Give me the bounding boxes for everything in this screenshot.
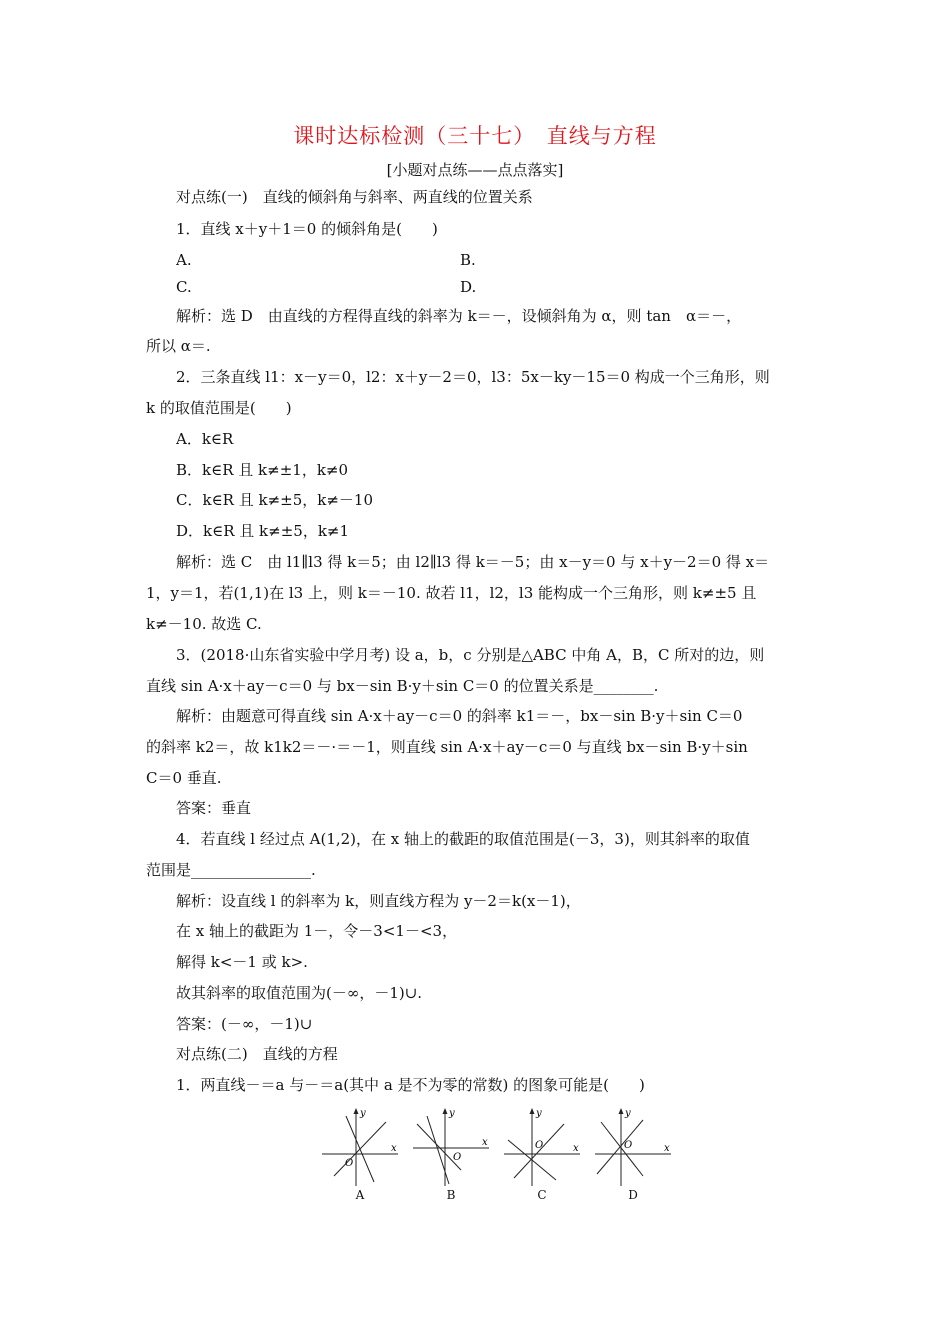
- figure-d-label: D: [628, 1188, 638, 1202]
- q3-solution-line-1: 解析：由题意可得直线 sin A·x＋ay－c＝0 的斜率 k1＝－，bx－sin B·y＋sin C＝0: [176, 707, 743, 725]
- q4-stem-line-2: 范围是________________.: [146, 861, 316, 879]
- q3-stem-line-1: 3．(2018·山东省实验中学月考) 设 a，b，c 分别是△ABC 中角 A，B，C 所对的边，则: [176, 646, 765, 664]
- q1-option-d: D.: [460, 278, 477, 296]
- figure-b-graph: [409, 1104, 493, 1188]
- q2-solution-line-3: k≠－10. 故选 C.: [146, 615, 262, 633]
- figure-b-x-label: x: [482, 1137, 488, 1148]
- figure-a-label: A: [355, 1188, 365, 1202]
- q2-solution-line-2: 1，y＝1，若(1,1)在 l3 上，则 k＝－10. 故若 l1，l2，l3 能构成一个三角形，则 k≠±5 且: [146, 584, 757, 602]
- q3-solution-line-3: C＝0 垂直.: [146, 769, 222, 787]
- figure-d-graph: [591, 1104, 675, 1188]
- q4-solution-line-1: 解析：设直线 l 的斜率为 k，则直线方程为 y－2＝k(x－1)，: [176, 892, 581, 910]
- q4-solution-line-4: 故其斜率的取值范围为(－∞，－1)∪.: [176, 984, 423, 1002]
- q4-solution-line-2: 在 x 轴上的截距为 1－，令－3<1－<3，: [176, 922, 458, 940]
- q1-stem: 1．直线 x＋y＋1＝0 的倾斜角是( ): [176, 220, 438, 238]
- answer-figures: [318, 1104, 668, 1214]
- page-title: 课时达标检测（三十七） 直线与方程: [293, 124, 657, 148]
- q2-stem-line-2: k 的取值范围是( ): [146, 399, 292, 417]
- figure-a-y-label: y: [360, 1108, 366, 1119]
- q1-solution-line-1: 解析：选 D 由直线的方程得直线的斜率为 k＝－，设倾斜角为 α，则 tan α＝－，: [176, 307, 742, 325]
- q1-solution-line-2: 所以 α＝.: [146, 337, 211, 355]
- q4-answer: 答案：(－∞，－1)∪: [176, 1015, 313, 1033]
- figure-c-origin-label: O: [535, 1140, 544, 1151]
- page-subtitle: [小题对点练——点点落实]: [386, 161, 564, 179]
- figure-a-origin-label: O: [345, 1158, 354, 1169]
- q3-stem-line-2: 直线 sin A·x＋ay－c＝0 与 bx－sin B·y＋sin C＝0 的位置关系是________.: [146, 677, 659, 695]
- q3-answer: 答案：垂直: [176, 799, 252, 817]
- q2-solution-line-1: 解析：选 C 由 l1∥l3 得 k＝5；由 l2∥l3 得 k＝－5；由 x－y＝0 与 x＋y－2＝0 得 x＝: [176, 553, 770, 571]
- figure-c-y-label: y: [536, 1108, 542, 1119]
- q2-option-a: A．k∈R: [176, 430, 234, 448]
- q2-stem-line-1: 2．三条直线 l1：x－y＝0，l2：x＋y－2＝0，l3：5x－ky－15＝0 构成一个三角形，则: [176, 368, 770, 386]
- q1-options-row-2: [176, 277, 846, 297]
- figure-c: [500, 1104, 584, 1214]
- figure-a: [318, 1104, 402, 1214]
- section-heading-2: 对点练(二) 直线的方程: [176, 1045, 338, 1063]
- q1-option-b: B.: [460, 251, 476, 269]
- q1-options-row-1: [176, 250, 846, 270]
- q2-option-d: D．k∈R 且 k≠±5，k≠1: [176, 522, 350, 540]
- figure-b-label: B: [446, 1188, 456, 1202]
- q1-option-c: C.: [176, 278, 192, 296]
- q4-solution-line-3: 解得 k<－1 或 k>.: [176, 953, 308, 971]
- figure-c-x-label: x: [573, 1143, 579, 1154]
- figure-b-y-label: y: [449, 1108, 455, 1119]
- figure-d: [591, 1104, 675, 1214]
- figure-d-y-label: y: [625, 1108, 631, 1119]
- figure-a-x-label: x: [391, 1143, 397, 1154]
- figure-a-graph: [318, 1104, 402, 1188]
- figure-b: [409, 1104, 493, 1214]
- figure-d-origin-label: O: [624, 1140, 633, 1151]
- q2-option-c: C．k∈R 且 k≠±5，k≠－10: [176, 491, 374, 509]
- q5-stem: 1．两直线－＝a 与－＝a(其中 a 是不为零的常数) 的图象可能是( ): [176, 1076, 645, 1094]
- figure-c-label: C: [537, 1188, 547, 1202]
- figure-c-graph: [500, 1104, 584, 1188]
- figure-b-origin-label: O: [453, 1152, 462, 1163]
- figure-d-x-label: x: [664, 1143, 670, 1154]
- q2-option-b: B．k∈R 且 k≠±1，k≠0: [176, 461, 349, 479]
- section-heading-1: 对点练(一) 直线的倾斜角与斜率、两直线的位置关系: [176, 188, 533, 206]
- q3-solution-line-2: 的斜率 k2＝，故 k1k2＝－·＝－1，则直线 sin A·x＋ay－c＝0 与直线 bx－sin B·y＋sin: [146, 738, 748, 756]
- q1-option-a: A.: [176, 251, 192, 269]
- q4-stem-line-1: 4．若直线 l 经过点 A(1,2)，在 x 轴上的截距的取值范围是(－3，3)，则其斜率的取值: [176, 830, 750, 848]
